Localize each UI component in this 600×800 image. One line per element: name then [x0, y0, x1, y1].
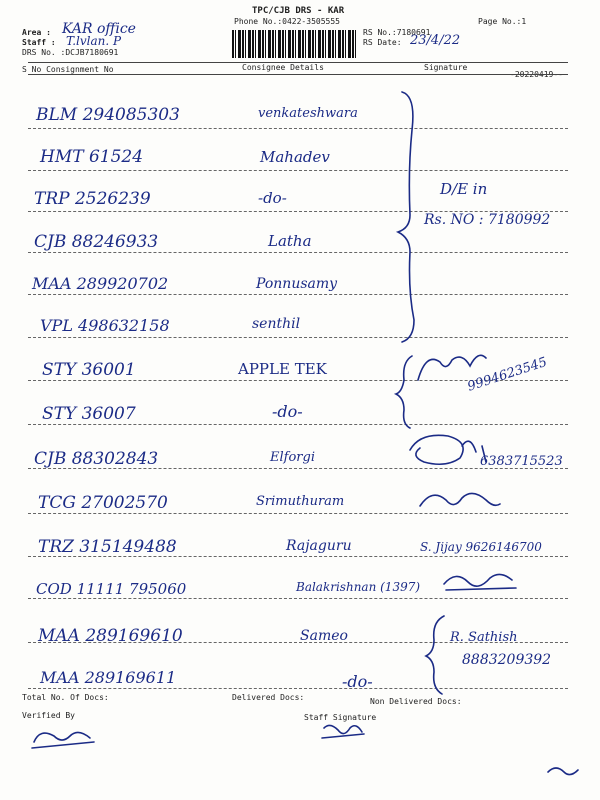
area-label: Area : — [22, 28, 51, 37]
consignee-name: Sameo — [300, 628, 348, 644]
consignment-number: BLM 294085303 — [36, 105, 180, 125]
consignment-number: MAA 289169611 — [40, 668, 177, 687]
consignee-name: Balakrishnan (1397) — [296, 580, 421, 594]
consignment-number: CJB 88246933 — [34, 232, 159, 252]
signature-mark — [32, 732, 94, 748]
drs-number: DRS No. :DCJB7180691 — [22, 48, 119, 57]
consignment-number: MAA 289920702 — [32, 274, 169, 293]
signature-mark — [444, 574, 516, 590]
signature-note: R. Sathish — [450, 630, 518, 645]
consignee-name: Latha — [268, 232, 312, 250]
consignment-number: HMT 61524 — [40, 147, 144, 167]
total-docs-label: Total No. Of Docs: — [22, 693, 109, 702]
column-date: -20220419-- — [510, 70, 563, 79]
consignment-number: TRP 2526239 — [34, 189, 151, 209]
consignee-name: senthil — [252, 316, 301, 332]
consignment-number: STY 36001 — [42, 360, 136, 380]
delivery-exception-note: D/E in — [440, 180, 488, 198]
signature-mark — [548, 768, 578, 775]
column-consignee: Consignee Details — [242, 63, 324, 72]
column-sno-consignment: S No Consignment No — [22, 65, 114, 74]
consignee-name: -do- — [258, 189, 287, 207]
signature-mark — [418, 355, 486, 380]
delivered-docs-label: Delivered Docs: — [232, 693, 305, 702]
consignment-number: STY 36007 — [42, 404, 136, 424]
consignee-name: -do- — [272, 402, 303, 421]
phone-number: Phone No.:0422-3505555 — [234, 17, 340, 26]
area-value: KAR office — [62, 21, 136, 37]
consignment-number: TRZ 315149488 — [38, 537, 177, 557]
staff-signature-label: Staff Signature — [304, 713, 377, 722]
signature-mark — [410, 435, 486, 464]
signature-mark — [322, 725, 364, 738]
brace-mark — [398, 92, 414, 342]
consignee-name: Mahadev — [260, 148, 330, 166]
phone-note: 8883209392 — [462, 652, 552, 668]
consignment-number: MAA 289169610 — [38, 626, 183, 646]
brace-mark — [426, 616, 444, 694]
consignment-number: TCG 27002570 — [38, 493, 168, 513]
phone-note: 9994623545 — [465, 354, 549, 395]
consignment-number: VPL 498632158 — [40, 316, 170, 335]
rs-number: RS No.:7180691 — [363, 28, 431, 37]
consignee-name: Rajaguru — [286, 538, 352, 554]
consignment-number: CJB 88302843 — [34, 449, 159, 469]
signature-note: S. Jijay 9626146700 — [420, 540, 542, 554]
consignee-name: Srimuthuram — [256, 494, 345, 509]
consignment-number: COD 11111 795060 — [36, 580, 187, 598]
page-number: Page No.:1 — [478, 17, 527, 26]
staff-label: Staff : — [22, 38, 56, 47]
consignee-name: venkateshwara — [258, 106, 358, 121]
phone-note: 6383715523 — [480, 454, 563, 469]
staff-value: T.lvlan. P — [66, 34, 122, 48]
consignee-name: APPLE TEK — [238, 360, 327, 378]
consignee-name: -do- — [342, 672, 373, 691]
non-delivered-docs-label: Non Delivered Docs: — [370, 697, 462, 706]
rs-number-note: Rs. NO : 7180992 — [424, 212, 551, 228]
consignee-name: Ponnusamy — [256, 276, 338, 292]
verified-by-label: Verified By — [22, 711, 75, 720]
brace-mark — [396, 356, 412, 428]
rs-date-value: 23/4/22 — [410, 33, 461, 48]
signature-mark — [420, 493, 500, 506]
consignee-name: Elforgi — [270, 450, 315, 465]
rs-date-label: RS Date: — [363, 38, 402, 47]
document-title: TPC/CJB DRS - KAR — [252, 6, 345, 16]
column-signature: Signature — [424, 63, 468, 72]
